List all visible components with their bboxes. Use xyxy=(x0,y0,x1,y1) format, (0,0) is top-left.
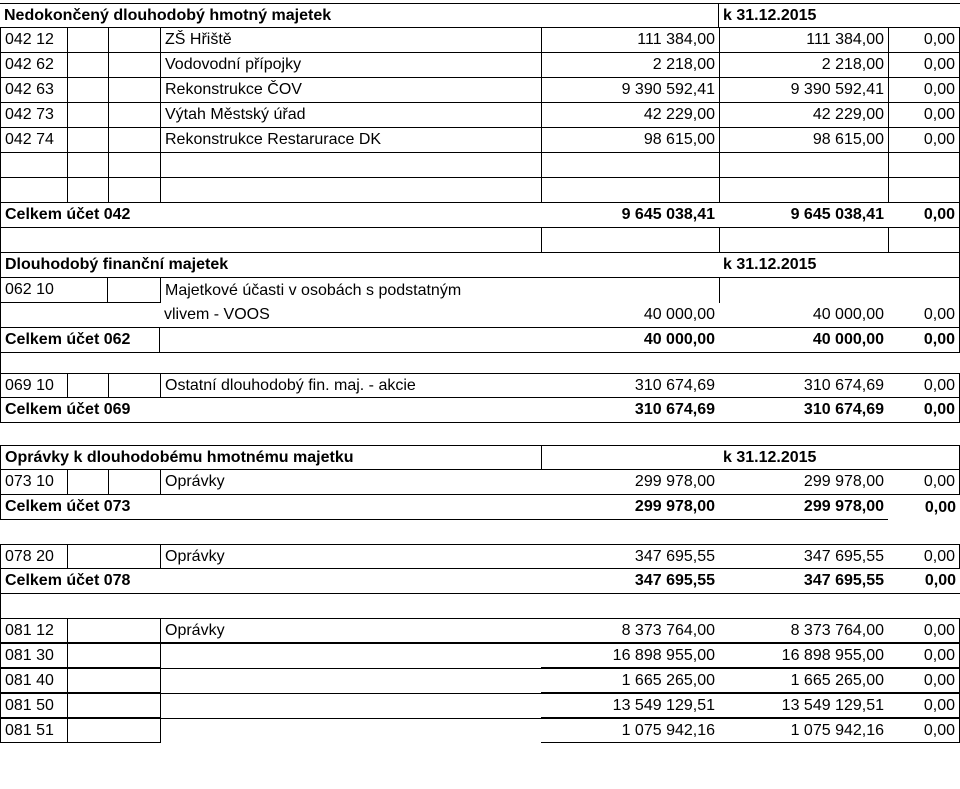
account-code: 042 62 xyxy=(0,53,67,78)
table-cell xyxy=(67,128,108,153)
table-cell xyxy=(719,153,888,178)
section-title: Nedokončený dlouhodobý hmotný majetek xyxy=(0,3,719,28)
total-label: Celkem účet 073 xyxy=(0,495,541,520)
table-row xyxy=(0,278,960,303)
total-row xyxy=(0,398,960,423)
table-cell xyxy=(108,668,160,693)
total-label: Celkem účet 062 xyxy=(0,328,160,353)
table-cell xyxy=(108,153,160,178)
table-cell xyxy=(67,353,960,373)
account-name: Ostatní dlouhodobý fin. maj. - akcie xyxy=(160,373,541,398)
amount-cell: 0,00 xyxy=(888,544,960,569)
table-cell xyxy=(108,28,160,53)
amount-cell: 42 229,00 xyxy=(719,103,888,128)
amount-cell: 111 384,00 xyxy=(719,28,888,53)
table-cell xyxy=(67,693,108,718)
table-cell xyxy=(67,618,108,643)
amount-cell: 0,00 xyxy=(888,470,960,495)
table-cell xyxy=(67,470,108,495)
account-code: 062 10 xyxy=(0,278,108,303)
account-name: Majetkové účasti v osobách s podstatným xyxy=(160,278,719,303)
amount-cell: 1 665 265,00 xyxy=(541,668,719,693)
table-row xyxy=(0,544,960,569)
table-cell xyxy=(541,153,719,178)
total-label: Celkem účet 042 xyxy=(0,203,541,228)
table-cell xyxy=(888,178,960,203)
account-name: ZŠ Hřiště xyxy=(160,28,541,53)
table-row xyxy=(0,53,960,78)
empty-row xyxy=(0,228,960,253)
table-cell xyxy=(108,643,160,668)
amount-cell: 40 000,00 xyxy=(719,303,888,328)
account-name: vlivem - VOOS xyxy=(160,303,541,328)
table-cell xyxy=(541,445,719,470)
table-cell xyxy=(67,643,108,668)
table-cell xyxy=(160,178,541,203)
amount-cell: 310 674,69 xyxy=(541,373,719,398)
amount-cell: 0,00 xyxy=(888,668,960,693)
total-amount: 0,00 xyxy=(888,203,960,228)
total-amount: 0,00 xyxy=(888,328,960,353)
amount-cell: 0,00 xyxy=(888,373,960,398)
table-cell xyxy=(541,228,719,253)
amount-cell: 1 075 942,16 xyxy=(541,718,719,743)
amount-cell: 1 665 265,00 xyxy=(719,668,888,693)
account-code: 081 51 xyxy=(0,718,67,743)
account-code: 069 10 xyxy=(0,373,67,398)
section-header-row xyxy=(0,3,960,28)
amount-cell: 13 549 129,51 xyxy=(541,693,719,718)
account-name: Oprávky xyxy=(160,618,541,643)
amount-cell: 111 384,00 xyxy=(541,28,719,53)
table-cell xyxy=(888,153,960,178)
total-row xyxy=(0,495,960,520)
total-amount: 40 000,00 xyxy=(160,328,719,353)
table-cell xyxy=(0,303,160,328)
amount-cell: 299 978,00 xyxy=(719,470,888,495)
table-cell xyxy=(108,618,160,643)
amount-cell: 0,00 xyxy=(888,618,960,643)
total-amount: 9 645 038,41 xyxy=(719,203,888,228)
section-date: k 31.12.2015 xyxy=(719,3,888,28)
amount-cell: 310 674,69 xyxy=(719,373,888,398)
table-cell xyxy=(108,78,160,103)
table-cell xyxy=(67,594,960,618)
total-amount: 9 645 038,41 xyxy=(541,203,719,228)
table-row xyxy=(0,618,960,643)
table-cell xyxy=(0,228,541,253)
table-cell xyxy=(67,668,108,693)
table-cell xyxy=(108,373,160,398)
spacer-row xyxy=(0,594,960,618)
table-cell xyxy=(0,594,67,618)
account-name: Výtah Městský úřad xyxy=(160,103,541,128)
amount-cell: 0,00 xyxy=(888,643,960,668)
table-cell xyxy=(108,544,160,569)
table-row xyxy=(0,78,960,103)
total-amount: 40 000,00 xyxy=(719,328,888,353)
table-cell xyxy=(108,718,160,743)
table-cell xyxy=(108,103,160,128)
total-amount: 310 674,69 xyxy=(541,398,719,423)
amount-cell: 299 978,00 xyxy=(541,470,719,495)
amount-cell: 16 898 955,00 xyxy=(719,643,888,668)
amount-cell: 2 218,00 xyxy=(719,53,888,78)
table-cell xyxy=(719,228,888,253)
table-cell xyxy=(0,353,67,373)
amount-cell: 0,00 xyxy=(888,303,960,328)
table-cell xyxy=(888,278,960,303)
table-row xyxy=(0,718,960,743)
amount-cell: 40 000,00 xyxy=(541,303,719,328)
table-cell xyxy=(888,445,960,470)
amount-cell: 0,00 xyxy=(888,128,960,153)
table-row xyxy=(0,128,960,153)
account-name xyxy=(160,718,541,743)
table-cell xyxy=(67,78,108,103)
total-label: Celkem účet 069 xyxy=(0,398,541,423)
amount-cell: 0,00 xyxy=(888,28,960,53)
amount-cell: 8 373 764,00 xyxy=(541,618,719,643)
account-code: 073 10 xyxy=(0,470,67,495)
table-cell xyxy=(67,544,108,569)
table-cell xyxy=(108,278,160,303)
account-code: 081 50 xyxy=(0,693,67,718)
empty-row xyxy=(0,178,960,203)
table-cell xyxy=(888,3,960,28)
spacer-row xyxy=(0,353,960,373)
amount-cell: 0,00 xyxy=(888,693,960,718)
table-cell xyxy=(108,178,160,203)
amount-cell: 98 615,00 xyxy=(719,128,888,153)
amount-cell: 0,00 xyxy=(888,78,960,103)
table-row xyxy=(0,470,960,495)
total-amount: 0,00 xyxy=(924,498,956,516)
section-title: Dlouhodobý finanční majetek xyxy=(0,253,719,278)
account-name: Vodovodní přípojky xyxy=(160,53,541,78)
account-name: Oprávky xyxy=(160,544,541,569)
amount-cell: 8 373 764,00 xyxy=(719,618,888,643)
total-row xyxy=(0,328,960,353)
total-amount: 347 695,55 xyxy=(719,569,888,594)
account-code: 081 40 xyxy=(0,668,67,693)
amount-cell: 0,00 xyxy=(888,718,960,743)
table-row xyxy=(0,373,960,398)
table-cell xyxy=(67,178,108,203)
table-cell xyxy=(160,153,541,178)
total-amount: 299 978,00 xyxy=(541,495,719,520)
account-code: 081 12 xyxy=(0,618,67,643)
table-cell xyxy=(67,373,108,398)
total-amount: 0,00 xyxy=(888,569,960,594)
table-cell xyxy=(108,53,160,78)
table-cell xyxy=(541,178,719,203)
table-cell xyxy=(0,153,67,178)
account-name xyxy=(160,693,541,718)
total-row xyxy=(0,569,960,594)
amount-cell: 42 229,00 xyxy=(541,103,719,128)
table-row xyxy=(0,28,960,53)
section-header-row xyxy=(0,253,960,278)
amount-cell: 347 695,55 xyxy=(719,544,888,569)
table-cell xyxy=(108,470,160,495)
amount-cell: 16 898 955,00 xyxy=(541,643,719,668)
amount-cell: 1 075 942,16 xyxy=(719,718,888,743)
table-cell xyxy=(67,28,108,53)
section-title: Oprávky k dlouhodobému hmotnému majetku xyxy=(0,445,541,470)
total-row xyxy=(0,203,960,228)
account-code: 081 30 xyxy=(0,643,67,668)
account-name xyxy=(160,668,541,693)
account-name: Rekonstrukce Restarurace DK xyxy=(160,128,541,153)
table-cell xyxy=(67,718,108,743)
account-name: Oprávky xyxy=(160,470,541,495)
table-row xyxy=(0,303,960,328)
total-amount: 310 674,69 xyxy=(719,398,888,423)
account-code: 042 63 xyxy=(0,78,67,103)
amount-cell: 0,00 xyxy=(888,53,960,78)
amount-cell: 13 549 129,51 xyxy=(719,693,888,718)
table-row xyxy=(0,668,960,693)
table-cell xyxy=(0,178,67,203)
table-cell xyxy=(67,53,108,78)
amount-cell: 0,00 xyxy=(888,103,960,128)
table-cell xyxy=(719,278,888,303)
table-cell xyxy=(108,693,160,718)
amount-cell: 9 390 592,41 xyxy=(541,78,719,103)
table-cell xyxy=(888,228,960,253)
total-amount: 347 695,55 xyxy=(541,569,719,594)
section-date: k 31.12.2015 xyxy=(719,445,888,470)
total-amount: 0,00 xyxy=(888,398,960,423)
table-cell xyxy=(719,178,888,203)
account-code: 042 73 xyxy=(0,103,67,128)
empty-row xyxy=(0,153,960,178)
amount-cell: 98 615,00 xyxy=(541,128,719,153)
table-cell xyxy=(67,103,108,128)
section-date: k 31.12.2015 xyxy=(719,253,888,278)
account-code: 042 74 xyxy=(0,128,67,153)
table-cell xyxy=(108,128,160,153)
amount-cell: 9 390 592,41 xyxy=(719,78,888,103)
amount-cell: 347 695,55 xyxy=(541,544,719,569)
table-row xyxy=(0,103,960,128)
account-name xyxy=(160,643,541,668)
table-row xyxy=(0,693,960,718)
table-cell xyxy=(888,253,960,278)
amount-cell: 2 218,00 xyxy=(541,53,719,78)
section-header-row xyxy=(0,445,960,470)
total-label: Celkem účet 078 xyxy=(0,569,541,594)
total-amount: 299 978,00 xyxy=(719,495,888,520)
table-row xyxy=(0,643,960,668)
table-cell xyxy=(67,153,108,178)
account-code: 042 12 xyxy=(0,28,67,53)
account-code: 078 20 xyxy=(0,544,67,569)
account-name: Rekonstrukce ČOV xyxy=(160,78,541,103)
